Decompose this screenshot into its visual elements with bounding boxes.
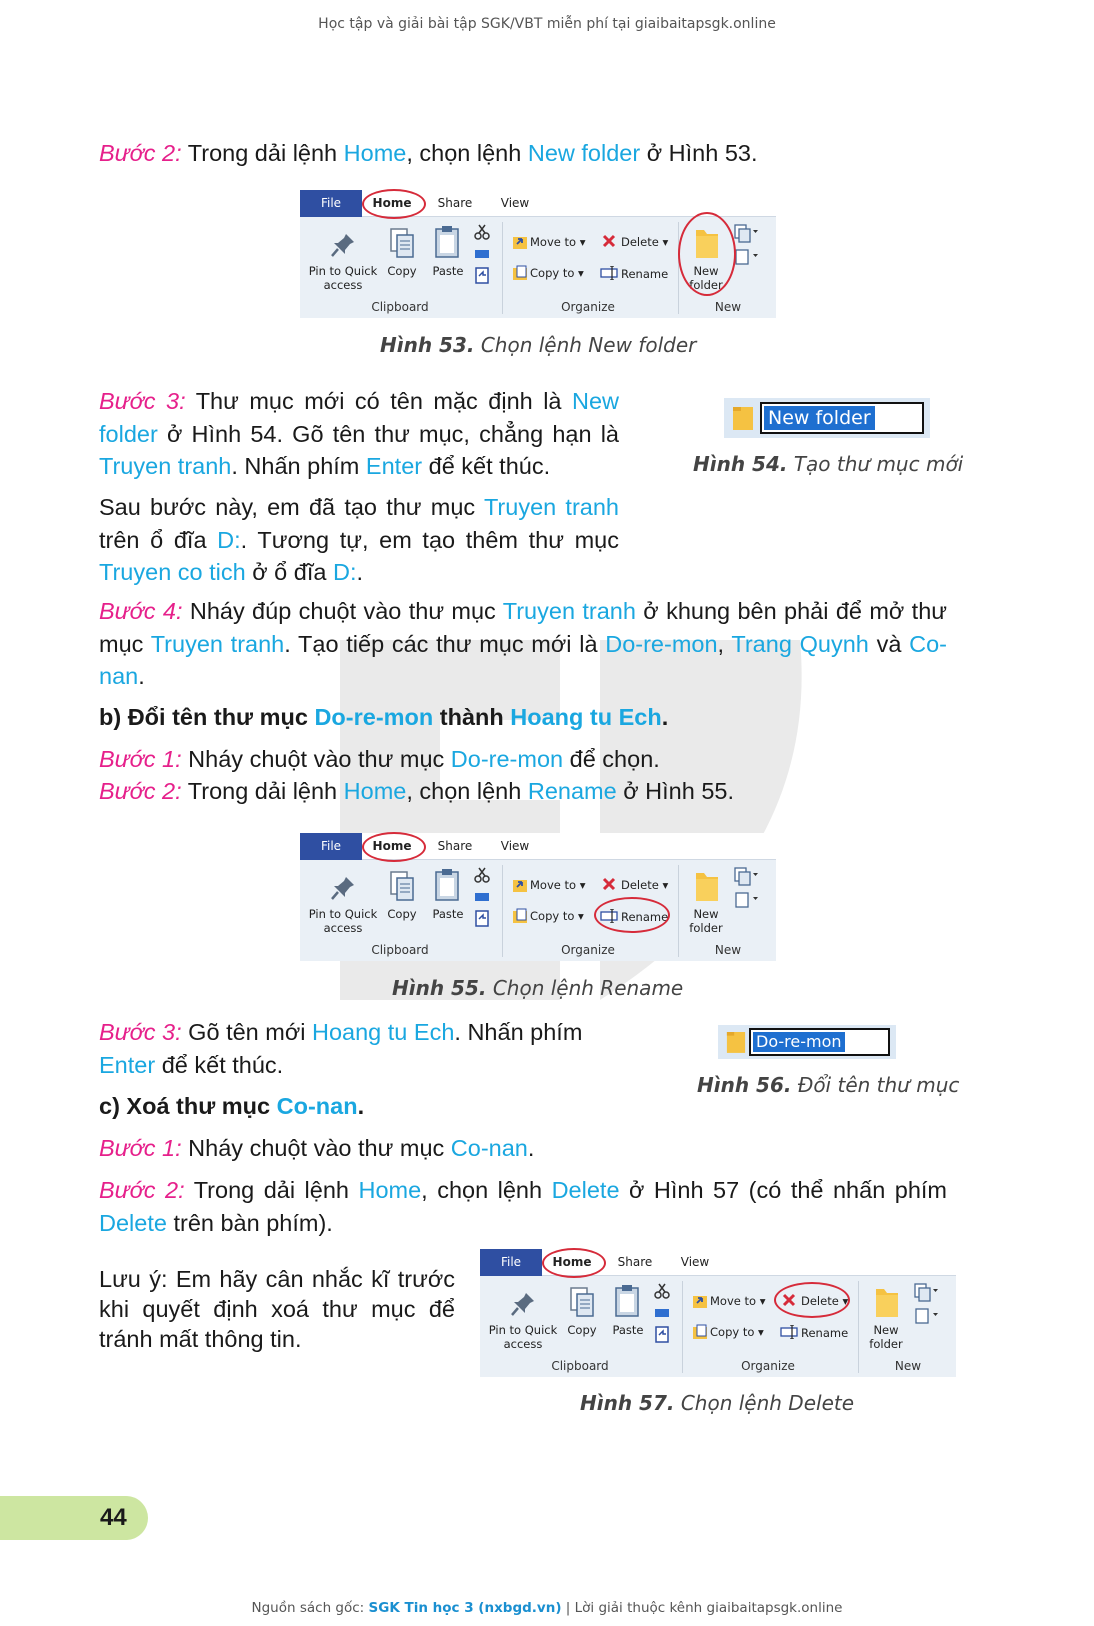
folder-icon — [726, 1030, 746, 1054]
keyword: Truyen tranh — [483, 494, 619, 520]
text: Gõ tên mới — [181, 1019, 312, 1045]
delete-icon — [602, 234, 616, 248]
copy-to-button[interactable]: Copy to ▾ — [530, 266, 584, 280]
text: , chọn lệnh — [406, 778, 528, 804]
copy-to-button[interactable]: Copy to ▾ — [710, 1325, 764, 1339]
rename-button[interactable]: Rename — [801, 1326, 849, 1340]
text: thành — [433, 704, 511, 730]
caption-number: Hình 55. — [392, 976, 487, 1000]
new-item-easy-access-icons[interactable] — [732, 865, 760, 911]
label: New — [873, 1323, 899, 1337]
highlight-circle-home — [362, 189, 426, 219]
copy-icon[interactable] — [388, 226, 416, 260]
move-to-icon — [512, 234, 528, 250]
text: b) Đổi tên thư mục — [99, 704, 315, 730]
text: Thư mục mới có tên mặc định là — [185, 388, 572, 414]
ribbon-figure-57 — [480, 1249, 956, 1377]
text: ở ổ đĩa — [245, 559, 333, 585]
caption-figure-56 — [697, 1073, 959, 1097]
highlight-circle-home — [362, 832, 426, 862]
paragraph-c-step2 — [99, 1174, 947, 1239]
text: ở khung bên phải để mở thư mục — [99, 598, 947, 657]
label: access — [503, 1337, 543, 1351]
step-label: Bước 4: — [99, 598, 183, 624]
move-to-button[interactable]: Move to ▾ — [530, 235, 586, 249]
copy-to-button[interactable]: Copy to ▾ — [530, 909, 584, 923]
keyword: Truyen tranh — [99, 453, 232, 479]
ribbon-figure-55 — [300, 833, 776, 961]
group-label-new: New — [714, 943, 742, 957]
caption-figure-54 — [693, 452, 963, 476]
text: . — [357, 1093, 365, 1119]
caption-text: Chọn lệnh New folder — [474, 333, 697, 357]
group-label-new: New — [714, 300, 742, 314]
text: và — [868, 630, 910, 657]
group-label-organize: Organize — [561, 300, 615, 314]
keyword: Co-nan — [99, 630, 947, 689]
keyword: Home — [343, 140, 407, 166]
pin-icon[interactable] — [328, 230, 358, 260]
keyword: New folder — [99, 388, 620, 447]
caption-text: Đổi tên thư mục — [791, 1073, 960, 1097]
pin-to-quick-access-button[interactable] — [306, 907, 380, 935]
step-label: Bước 3: — [99, 388, 186, 414]
move-to-icon — [512, 877, 528, 893]
keyword: Enter — [99, 1051, 156, 1078]
copy-to-icon — [512, 265, 528, 281]
tab-home[interactable]: Home — [372, 839, 412, 853]
keyword: Do-re-mon — [450, 746, 564, 772]
move-to-icon — [692, 1293, 708, 1309]
copy-button[interactable]: Copy — [387, 907, 417, 921]
paragraph-b-step3 — [99, 1016, 639, 1081]
text: Nháy đúp chuột vào thư mục — [182, 598, 503, 624]
text: để kết thúc. — [422, 453, 551, 479]
tab-share[interactable]: Share — [437, 839, 473, 853]
caption-number: Hình 54. — [693, 452, 788, 476]
tab-view[interactable]: View — [680, 1255, 710, 1269]
folder-icon — [732, 405, 754, 431]
paste-button[interactable]: Paste — [612, 1323, 644, 1337]
label: Copy to — [530, 909, 575, 923]
label: Pin to Quick — [488, 1323, 558, 1337]
new-item-easy-access-icons[interactable] — [912, 1281, 940, 1327]
label: access — [323, 921, 363, 935]
group-label-organize: Organize — [561, 943, 615, 957]
text: Sau bước này, em đã tạo thư mục — [99, 494, 484, 520]
copy-button[interactable]: Copy — [387, 264, 417, 278]
caption-figure-55 — [392, 976, 683, 1000]
cut-copypath-pasteshortcut-icons[interactable] — [474, 867, 490, 931]
caption-number: Hình 57. — [580, 1391, 675, 1415]
paragraph-step3-default-name — [99, 385, 619, 483]
rename-button[interactable]: Rename — [621, 267, 669, 281]
group-label-new: New — [894, 1359, 922, 1373]
label: folder — [869, 1337, 903, 1351]
folder-name-box-figure-54 — [724, 398, 930, 438]
selected-folder-name: Do-re-mon — [753, 1032, 845, 1052]
text: . — [527, 1135, 535, 1161]
footer-prefix: Nguồn sách gốc: — [251, 1600, 369, 1616]
label: New — [693, 264, 719, 278]
text: trên bàn phím). — [166, 1209, 333, 1236]
keyword: Truyen co tich — [99, 559, 246, 585]
delete-icon — [602, 877, 616, 891]
step-label: Bước 2: — [99, 778, 182, 804]
label: Move to — [710, 1294, 757, 1308]
new-folder-button[interactable] — [684, 907, 728, 935]
tab-view[interactable]: View — [500, 839, 530, 853]
text: Trong dải lệnh — [184, 1177, 359, 1203]
group-label-clipboard: Clipboard — [371, 943, 429, 957]
rename-button[interactable]: Rename — [621, 910, 669, 924]
text: trên ổ đĩa — [99, 526, 218, 553]
keyword: D: — [332, 559, 357, 585]
group-label-organize: Organize — [741, 1359, 795, 1373]
text: ở Hình 55. — [616, 778, 734, 804]
text: để kết thúc. — [155, 1051, 284, 1078]
group-label-clipboard: Clipboard — [371, 300, 429, 314]
new-folder-button[interactable] — [864, 1323, 908, 1351]
paragraph-c-step1 — [99, 1132, 949, 1165]
text: ở Hình 54. Gõ tên thư mục, chẳng hạn là — [157, 420, 619, 447]
step-label: Bước 3: — [99, 1019, 182, 1045]
label: folder — [689, 278, 723, 292]
tab-file[interactable]: File — [300, 833, 362, 860]
text: , chọn lệnh — [421, 1177, 552, 1203]
pin-to-quick-access-button[interactable] — [306, 264, 380, 292]
keyword: Hoang tu Ech — [312, 1019, 455, 1045]
label: folder — [689, 921, 723, 935]
label: Delete — [621, 878, 659, 892]
paste-icon[interactable] — [614, 1283, 640, 1317]
keyword: Enter — [365, 453, 423, 479]
step-label: Bước 2: — [99, 1177, 185, 1203]
text: . Tạo tiếp các thư mục mới là — [284, 630, 606, 657]
keyword: Trang Quynh — [731, 630, 869, 657]
text: Nháy chuột vào thư mục — [181, 746, 451, 772]
paragraph-b-step2 — [99, 775, 949, 808]
ribbon-figure-53 — [300, 190, 776, 318]
keyword: Delete — [551, 1177, 620, 1203]
section-heading-c — [99, 1090, 659, 1123]
paste-icon[interactable] — [434, 224, 460, 258]
paragraph-b-step1 — [99, 743, 949, 776]
paste-button[interactable]: Paste — [432, 907, 464, 921]
caption-text: Chọn lệnh Delete — [674, 1391, 855, 1415]
label: Move to — [530, 235, 577, 249]
paragraph-step2-new-folder — [99, 137, 999, 170]
caption-text: Chọn lệnh Rename — [486, 976, 684, 1000]
tab-share[interactable]: Share — [617, 1255, 653, 1269]
new-folder-icon[interactable] — [874, 1285, 900, 1319]
highlight-circle-new-folder — [678, 212, 736, 296]
paragraph-step4 — [99, 595, 947, 693]
footer-source-link[interactable]: SGK Tin học 3 (nxbgd.vn) — [368, 1600, 562, 1616]
pin-to-quick-access-button[interactable] — [486, 1323, 560, 1351]
keyword: New folder — [527, 140, 641, 166]
tab-share[interactable]: Share — [437, 196, 473, 210]
tab-file[interactable]: File — [300, 190, 362, 217]
highlight-circle-delete — [774, 1282, 850, 1318]
copy-button[interactable]: Copy — [567, 1323, 597, 1337]
paste-button[interactable]: Paste — [432, 264, 464, 278]
keyword: Home — [343, 778, 407, 804]
note-paragraph: Lưu ý: Em hãy cân nhắc kĩ trước khi quyết định xoá thư mục để tránh mất thông tin. — [99, 1266, 455, 1352]
folder-name-input[interactable] — [760, 402, 924, 434]
section-heading-b — [99, 701, 949, 734]
page-header: Học tập và giải bài tập SGK/VBT miễn phí tại giaibaitapsgk.online — [318, 16, 776, 32]
text: , — [717, 630, 732, 657]
text: c) Xoá thư mục — [99, 1093, 277, 1119]
text: . — [661, 704, 669, 730]
caption-number: Hình 56. — [697, 1073, 792, 1097]
tab-file[interactable]: File — [480, 1249, 542, 1276]
text: . Tương tự, em tạo thêm thư mục — [240, 526, 619, 553]
folder-name-input[interactable] — [749, 1028, 890, 1056]
rename-icon — [600, 266, 618, 280]
tab-home[interactable]: Home — [552, 1255, 592, 1269]
cut-copypath-pasteshortcut-icons[interactable] — [654, 1283, 670, 1347]
copy-icon[interactable] — [568, 1285, 596, 1319]
label: New — [693, 907, 719, 921]
paragraph-after-step — [99, 491, 619, 589]
tab-home[interactable]: Home — [372, 196, 412, 210]
move-to-button[interactable]: Move to ▾ — [530, 878, 586, 892]
label: Copy to — [710, 1325, 755, 1339]
caption-text: Tạo thư mục mới — [787, 452, 964, 476]
text: . Nhấn phím — [231, 453, 366, 479]
label: Copy to — [530, 266, 575, 280]
label: Pin to Quick — [308, 907, 378, 921]
footer-suffix: | Lời giải thuộc kênh giaibaitapsgk.online — [561, 1600, 843, 1616]
pin-icon[interactable] — [328, 873, 358, 903]
text: Trong dải lệnh — [181, 778, 344, 804]
pin-icon[interactable] — [508, 1289, 538, 1319]
highlight-circle-rename — [594, 897, 670, 933]
selected-folder-name: New folder — [764, 406, 875, 430]
text: ở Hình 57 (có thể nhấn phím — [619, 1177, 947, 1203]
keyword: Co-nan — [276, 1093, 358, 1119]
text: , chọn lệnh — [406, 140, 528, 166]
text: . Nhấn phím — [454, 1019, 583, 1045]
text: Trong dải lệnh — [181, 140, 344, 166]
label: Delete — [801, 1294, 839, 1308]
page-number-badge: 44 — [0, 1496, 148, 1540]
label: access — [323, 278, 363, 292]
paste-icon[interactable] — [434, 867, 460, 901]
label: Move to — [530, 878, 577, 892]
new-folder-icon[interactable] — [694, 869, 720, 903]
text: để chọn. — [563, 746, 660, 772]
step-label: Bước 2: — [99, 140, 182, 166]
copy-to-icon — [512, 908, 528, 924]
keyword: Hoang tu Ech — [510, 704, 662, 730]
tab-view[interactable]: View — [500, 196, 530, 210]
step-label: Bước 1: — [99, 746, 182, 772]
copy-icon[interactable] — [388, 869, 416, 903]
group-label-clipboard: Clipboard — [551, 1359, 609, 1373]
text: . — [356, 559, 364, 585]
keyword: Truyen tranh — [150, 630, 285, 657]
keyword: Co-nan — [450, 1135, 528, 1161]
caption-figure-53 — [380, 333, 696, 357]
caption-figure-57 — [580, 1391, 854, 1415]
new-item-easy-access-icons[interactable] — [732, 222, 760, 268]
caption-number: Hình 53. — [380, 333, 475, 357]
keyword: Do-re-mon — [605, 630, 718, 657]
label: Delete — [621, 235, 659, 249]
text: ở Hình 53. — [640, 140, 758, 166]
keyword: D: — [217, 526, 241, 553]
delete-button[interactable]: Delete ▾ — [621, 878, 669, 892]
page-footer — [0, 1600, 1094, 1616]
folder-name-box-figure-56 — [718, 1025, 896, 1059]
rename-icon — [780, 1325, 798, 1339]
text: . — [138, 663, 145, 689]
delete-button[interactable]: Delete ▾ — [621, 235, 669, 249]
highlight-circle-home — [542, 1248, 606, 1278]
keyword: Delete — [99, 1209, 167, 1236]
keyword: Home — [358, 1177, 422, 1203]
label: Pin to Quick — [308, 264, 378, 278]
step-label: Bước 1: — [99, 1135, 182, 1161]
move-to-button[interactable]: Move to ▾ — [710, 1294, 766, 1308]
keyword: Do-re-mon — [314, 704, 434, 730]
copy-to-icon — [692, 1324, 708, 1340]
keyword: Truyen tranh — [502, 598, 636, 624]
delete-button[interactable]: Delete ▾ — [801, 1294, 849, 1308]
text: Nháy chuột vào thư mục — [181, 1135, 451, 1161]
cut-copypath-pasteshortcut-icons[interactable] — [474, 224, 490, 288]
keyword: Rename — [527, 778, 617, 804]
